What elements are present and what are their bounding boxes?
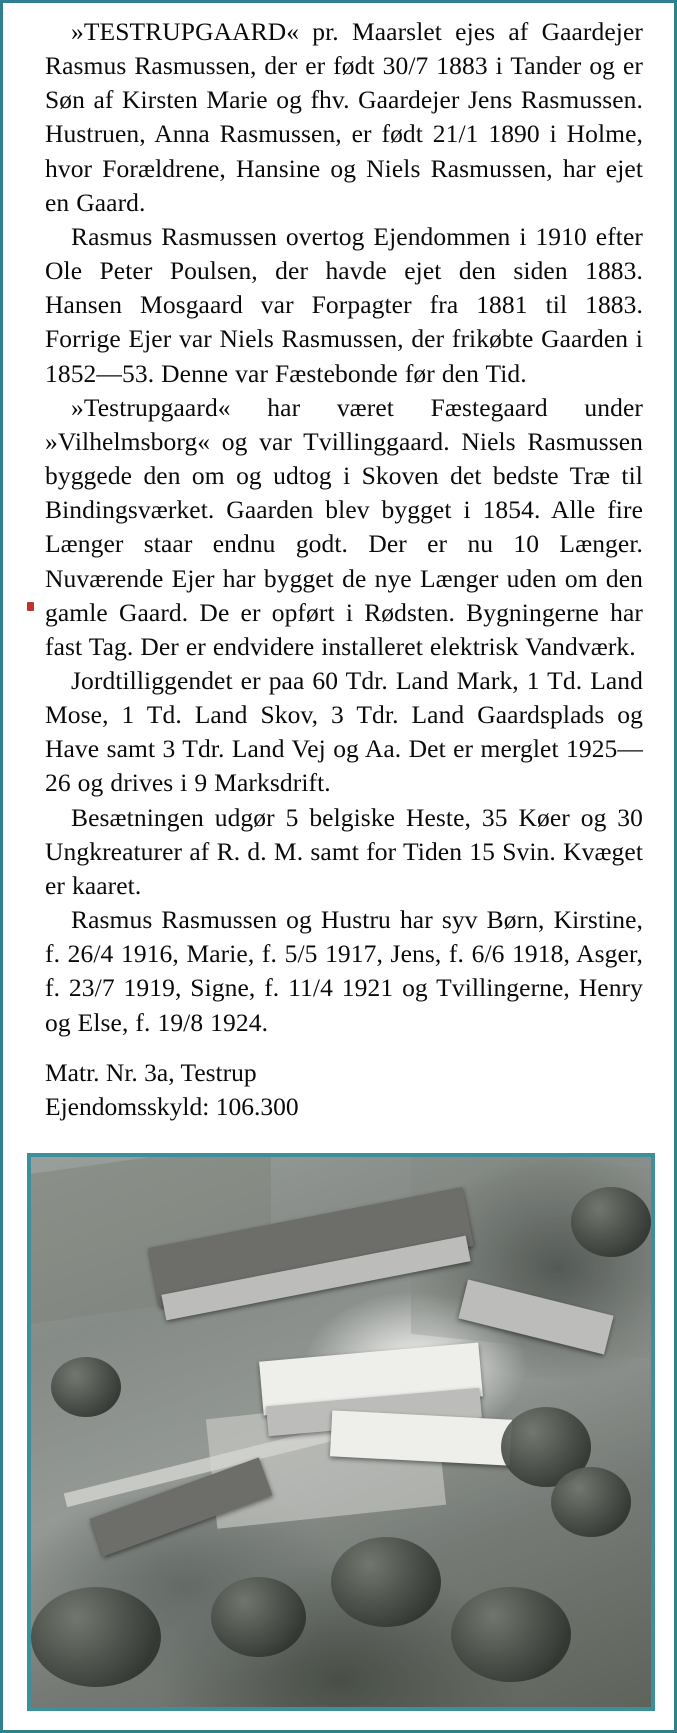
page-inner-border	[3, 3, 674, 1730]
paragraph-1: »TESTRUPGAARD« pr. Maarslet ejes af Gaardejer Rasmus Rasmussen, der er født 30/7 1883 i Tander og er Søn af Kirsten Marie og fhv. Gaardejer Jens Rasmussen. Hustruen, Anna Rasmussen, er født 21/1 1890 i Holme, hvor Forældrene, Hansine og Niels Rasmussen, har ejet en Gaard.	[45, 17, 643, 217]
photo-image	[31, 1157, 651, 1707]
paragraph-4: Jordtilliggendet er paa 60 Tdr. Land Mark, 1 Td. Land Mose, 1 Td. Land Skov, 3 Tdr. Land Gaardsplads og Have samt 3 Tdr. Land Vej og Aa. Det er merglet 1925—26 og drives i 9 Marksdrift.	[45, 665, 643, 798]
paragraph-2: Rasmus Rasmussen overtog Ejendommen i 1910 efter Ole Peter Poulsen, der havde ejet den siden 1883. Hansen Mosgaard var Forpagter fra 1881 til 1883. Forrige Ejer var Niels Rasmussen, der frikøbte Gaarden i 1852—53. Denne var Fæstebonde før den Tid.	[45, 221, 643, 388]
tree-5	[51, 1357, 121, 1417]
tree-7	[31, 1587, 161, 1687]
paragraph-6: Rasmus Rasmussen og Hustru har syv Børn, Kirstine, f. 26/4 1916, Marie, f. 5/5 1917, Jens, f. 6/6 1918, Asger, f. 23/7 1919, Signe, f. 11/4 1921 og Tvillingerne, Henry og Else, f. 19/8 1924.	[45, 905, 643, 1037]
tree-2	[551, 1467, 631, 1537]
tree-4	[211, 1577, 306, 1657]
farm-aerial-photo	[27, 1153, 655, 1711]
paragraph-5: Besætningen udgør 5 belgiske Heste, 35 Køer og 30 Ungkreaturer af R. d. M. samt for Tiden 15 Svin. Kvæget er kaaret.	[45, 802, 643, 900]
tree-6	[451, 1587, 571, 1682]
article-text-block	[45, 15, 643, 1124]
paragraph-3: »Testrupgaard« har været Fæstegaard under »Vilhelmsborg« og var Tvillinggaard. Niels Rasmussen byggede den om og udtog i Skoven det bedste Træ til Bindingsværket. Gaarden blev bygget i 1854. Alle fire Længer staar endnu godt. Der er nu 10 Længer. Nuværende Ejer har bygget de nye Længer uden om den gamle Gaard. De er opført i Rødsten. Bygningerne har fast Tag. Der er endvidere installeret elektrisk Vandværk.	[45, 392, 643, 661]
tree-8	[571, 1187, 651, 1257]
red-margin-mark	[27, 602, 34, 611]
property-details	[45, 1056, 643, 1124]
side-building-roof	[330, 1410, 512, 1465]
matrikel-number: Matr. Nr. 3a, Testrup	[45, 1057, 257, 1087]
tree-3	[331, 1537, 441, 1627]
ejendomsskyld-value: Ejendomsskyld: 106.300	[45, 1091, 299, 1121]
